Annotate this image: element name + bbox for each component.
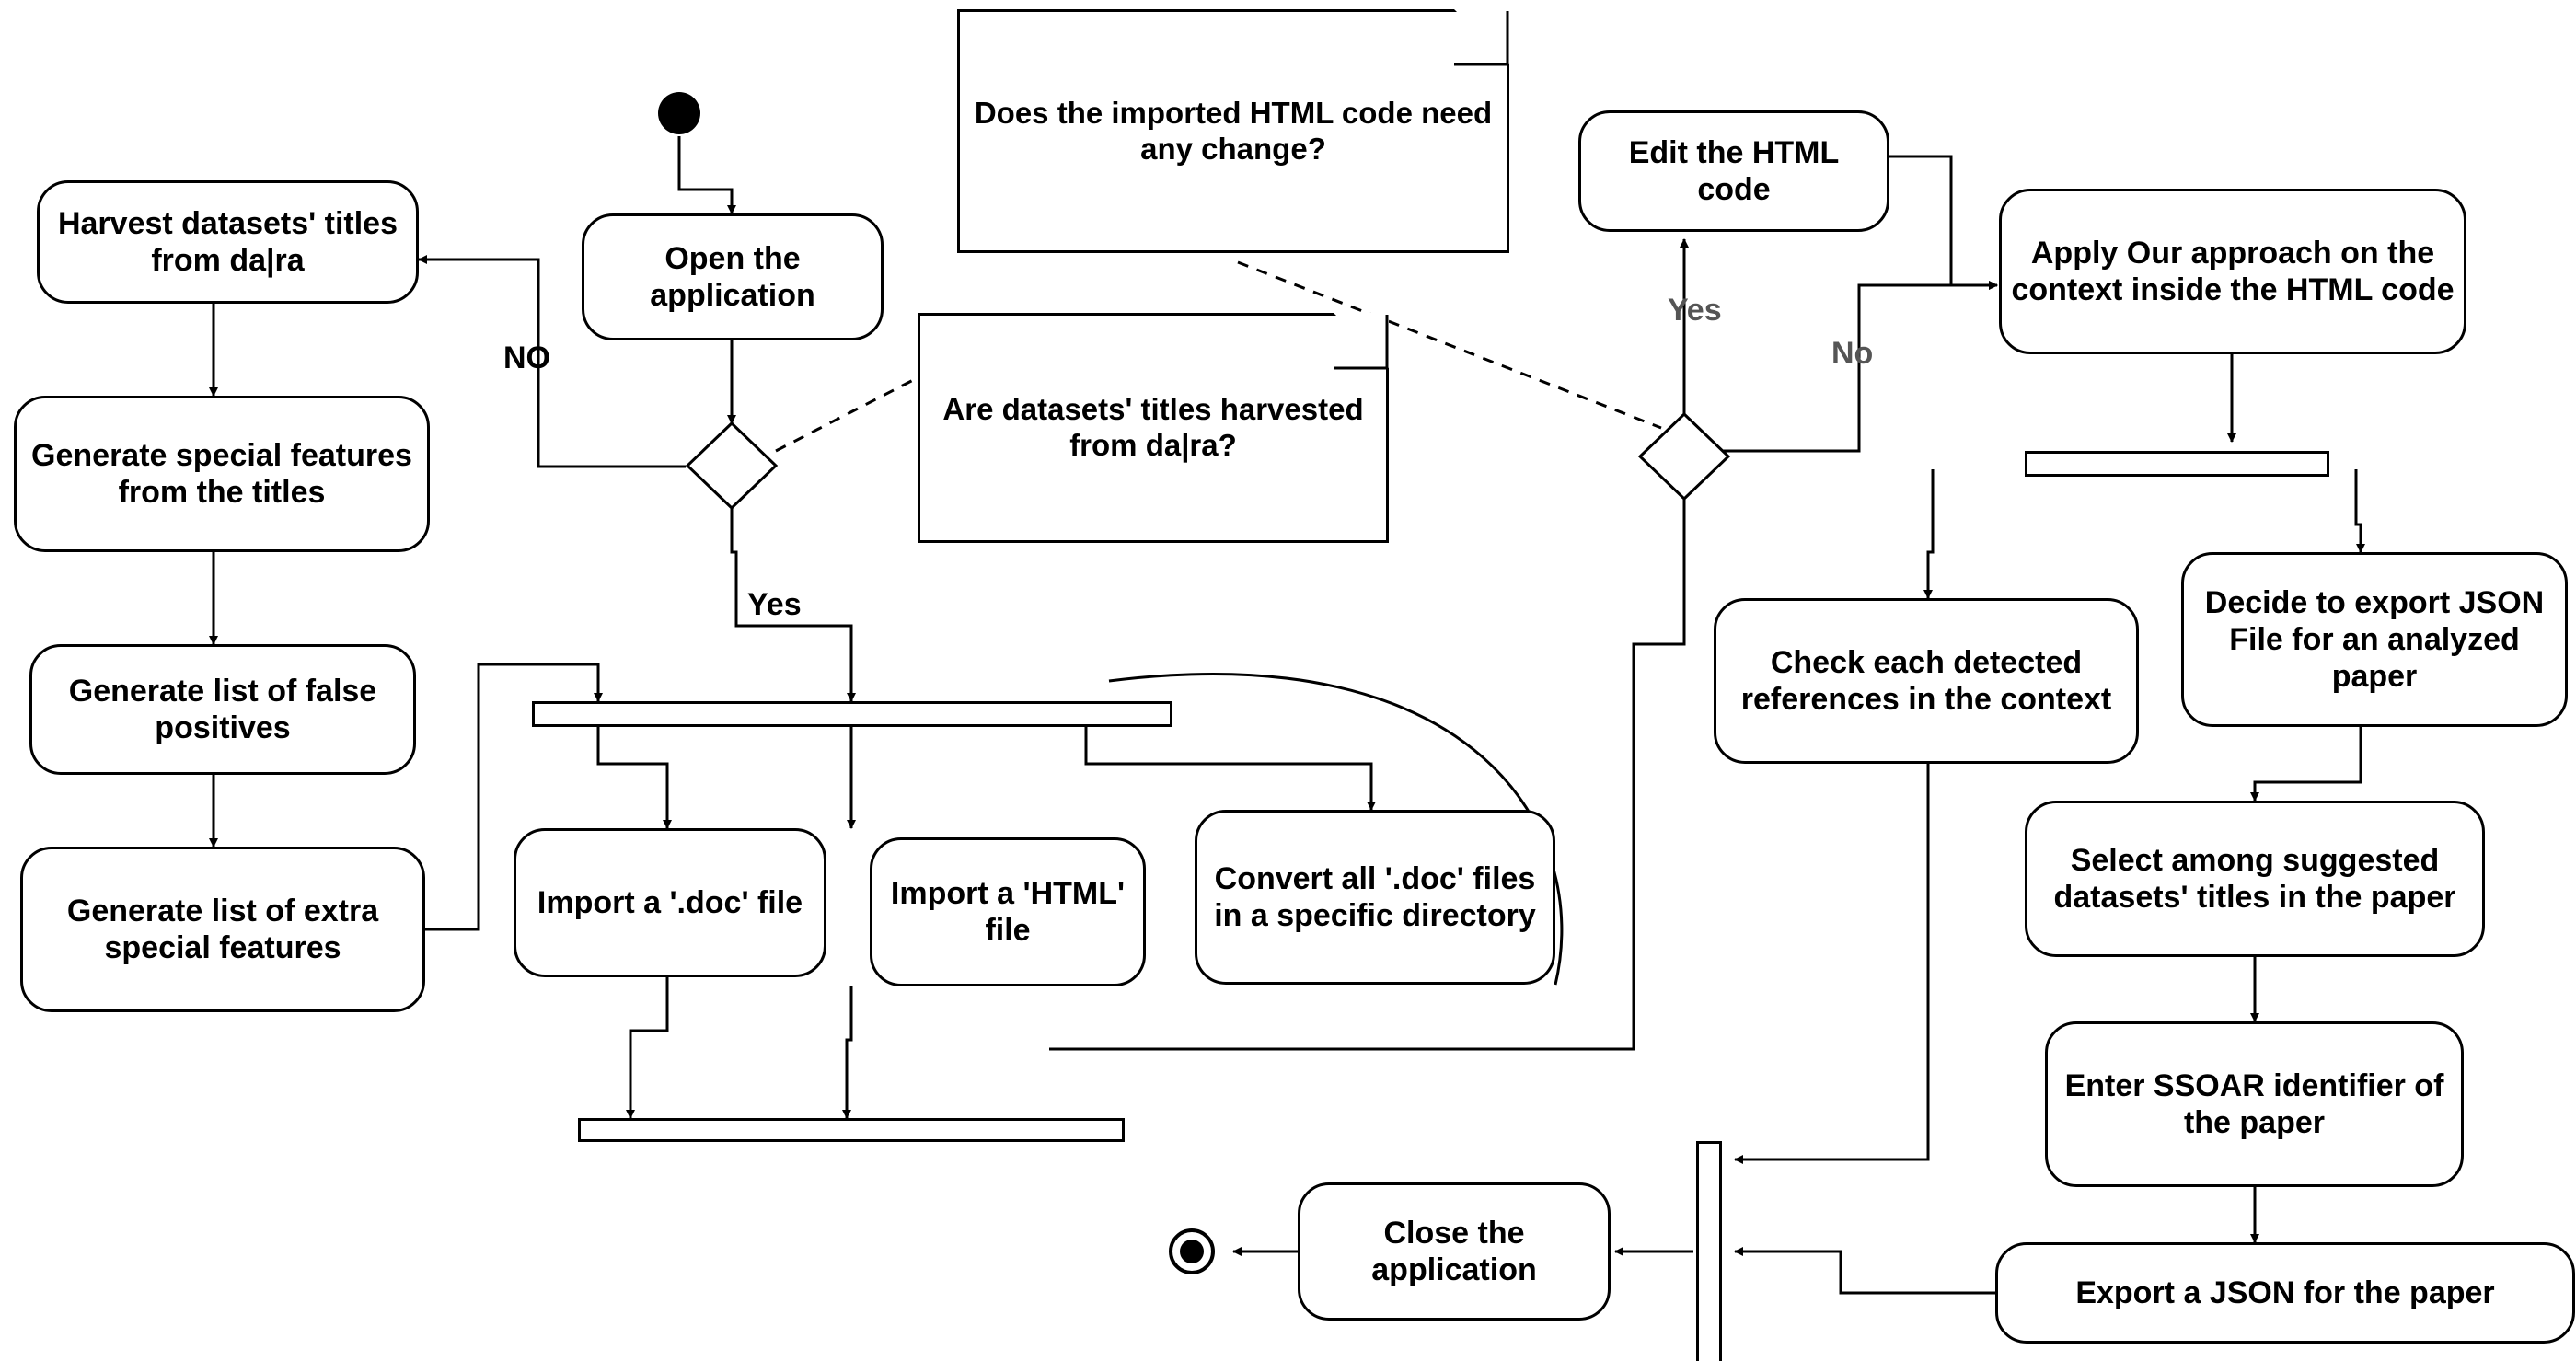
node-open-application-label: Open the application <box>650 240 815 313</box>
node-export-json[interactable] <box>1995 1242 2575 1344</box>
note-fold-icon <box>1454 9 1509 64</box>
node-generate-false-positives-label: Generate list of false positives <box>68 673 377 745</box>
node-apply-approach-label: Apply Our approach on the context inside the HTML code <box>2011 235 2455 307</box>
node-generate-extra-features-label: Generate list of extra special features <box>66 893 379 965</box>
note-titles-harvested-label: Are datasets' titles harvested from da|ra? <box>942 392 1364 462</box>
node-check-references-label: Check each detected references in the context <box>1740 644 2112 717</box>
node-enter-ssoar-id[interactable] <box>2045 1021 2464 1187</box>
node-import-doc-label: Import a '.doc' file <box>537 884 803 920</box>
edge-label-no-harvest: NO <box>503 340 550 375</box>
edge-label-yes-harvest: Yes <box>747 587 802 622</box>
node-generate-special-features-label: Generate special features from the titles <box>31 437 412 510</box>
node-import-html[interactable] <box>870 837 1146 986</box>
node-import-html-label: Import a 'HTML' file <box>890 875 1126 948</box>
note-titles-harvested <box>918 313 1389 543</box>
node-harvest-titles-label: Harvest datasets' titles from da|ra <box>57 205 399 278</box>
initial-node <box>658 92 700 134</box>
edge-label-yes-edit: Yes <box>1668 293 1722 328</box>
edge-label-no-edit: No <box>1831 336 1874 371</box>
node-generate-extra-features[interactable] <box>20 847 425 1012</box>
node-close-application[interactable] <box>1298 1182 1611 1321</box>
node-select-suggested-titles[interactable] <box>2025 801 2485 957</box>
node-convert-doc-directory[interactable] <box>1195 810 1555 985</box>
node-export-json-label: Export a JSON for the paper <box>2075 1274 2495 1310</box>
node-edit-html-code-label: Edit the HTML code <box>1628 134 1840 207</box>
node-convert-doc-directory-label: Convert all '.doc' files in a specific directory <box>1214 860 1536 933</box>
node-open-application[interactable] <box>582 213 884 340</box>
join-bar-import <box>578 1118 1125 1142</box>
join-bar-final <box>1696 1141 1722 1361</box>
note-fold-icon-2 <box>1334 313 1389 368</box>
fork-bar-import <box>532 701 1172 727</box>
note-html-change-label: Does the imported HTML code need any change? <box>974 95 1493 166</box>
node-decide-export-json-label: Decide to export JSON File for an analyzed paper <box>2204 584 2545 695</box>
node-generate-special-features[interactable] <box>14 396 430 552</box>
node-decide-export-json[interactable] <box>2181 552 2568 727</box>
node-select-suggested-titles-label: Select among suggested datasets' titles in the paper <box>2053 842 2456 915</box>
note-html-change <box>957 9 1509 253</box>
node-close-application-label: Close the application <box>1371 1215 1537 1287</box>
node-harvest-titles[interactable] <box>37 180 419 304</box>
node-apply-approach[interactable] <box>1999 189 2466 354</box>
node-generate-false-positives[interactable] <box>29 644 416 775</box>
node-check-references[interactable] <box>1714 598 2139 764</box>
node-import-doc[interactable] <box>514 828 826 977</box>
final-node-inner <box>1180 1240 1204 1263</box>
fork-bar-analysis <box>2025 451 2329 477</box>
node-edit-html-code[interactable] <box>1578 110 1889 232</box>
node-enter-ssoar-id-label: Enter SSOAR identifier of the paper <box>2064 1067 2444 1140</box>
